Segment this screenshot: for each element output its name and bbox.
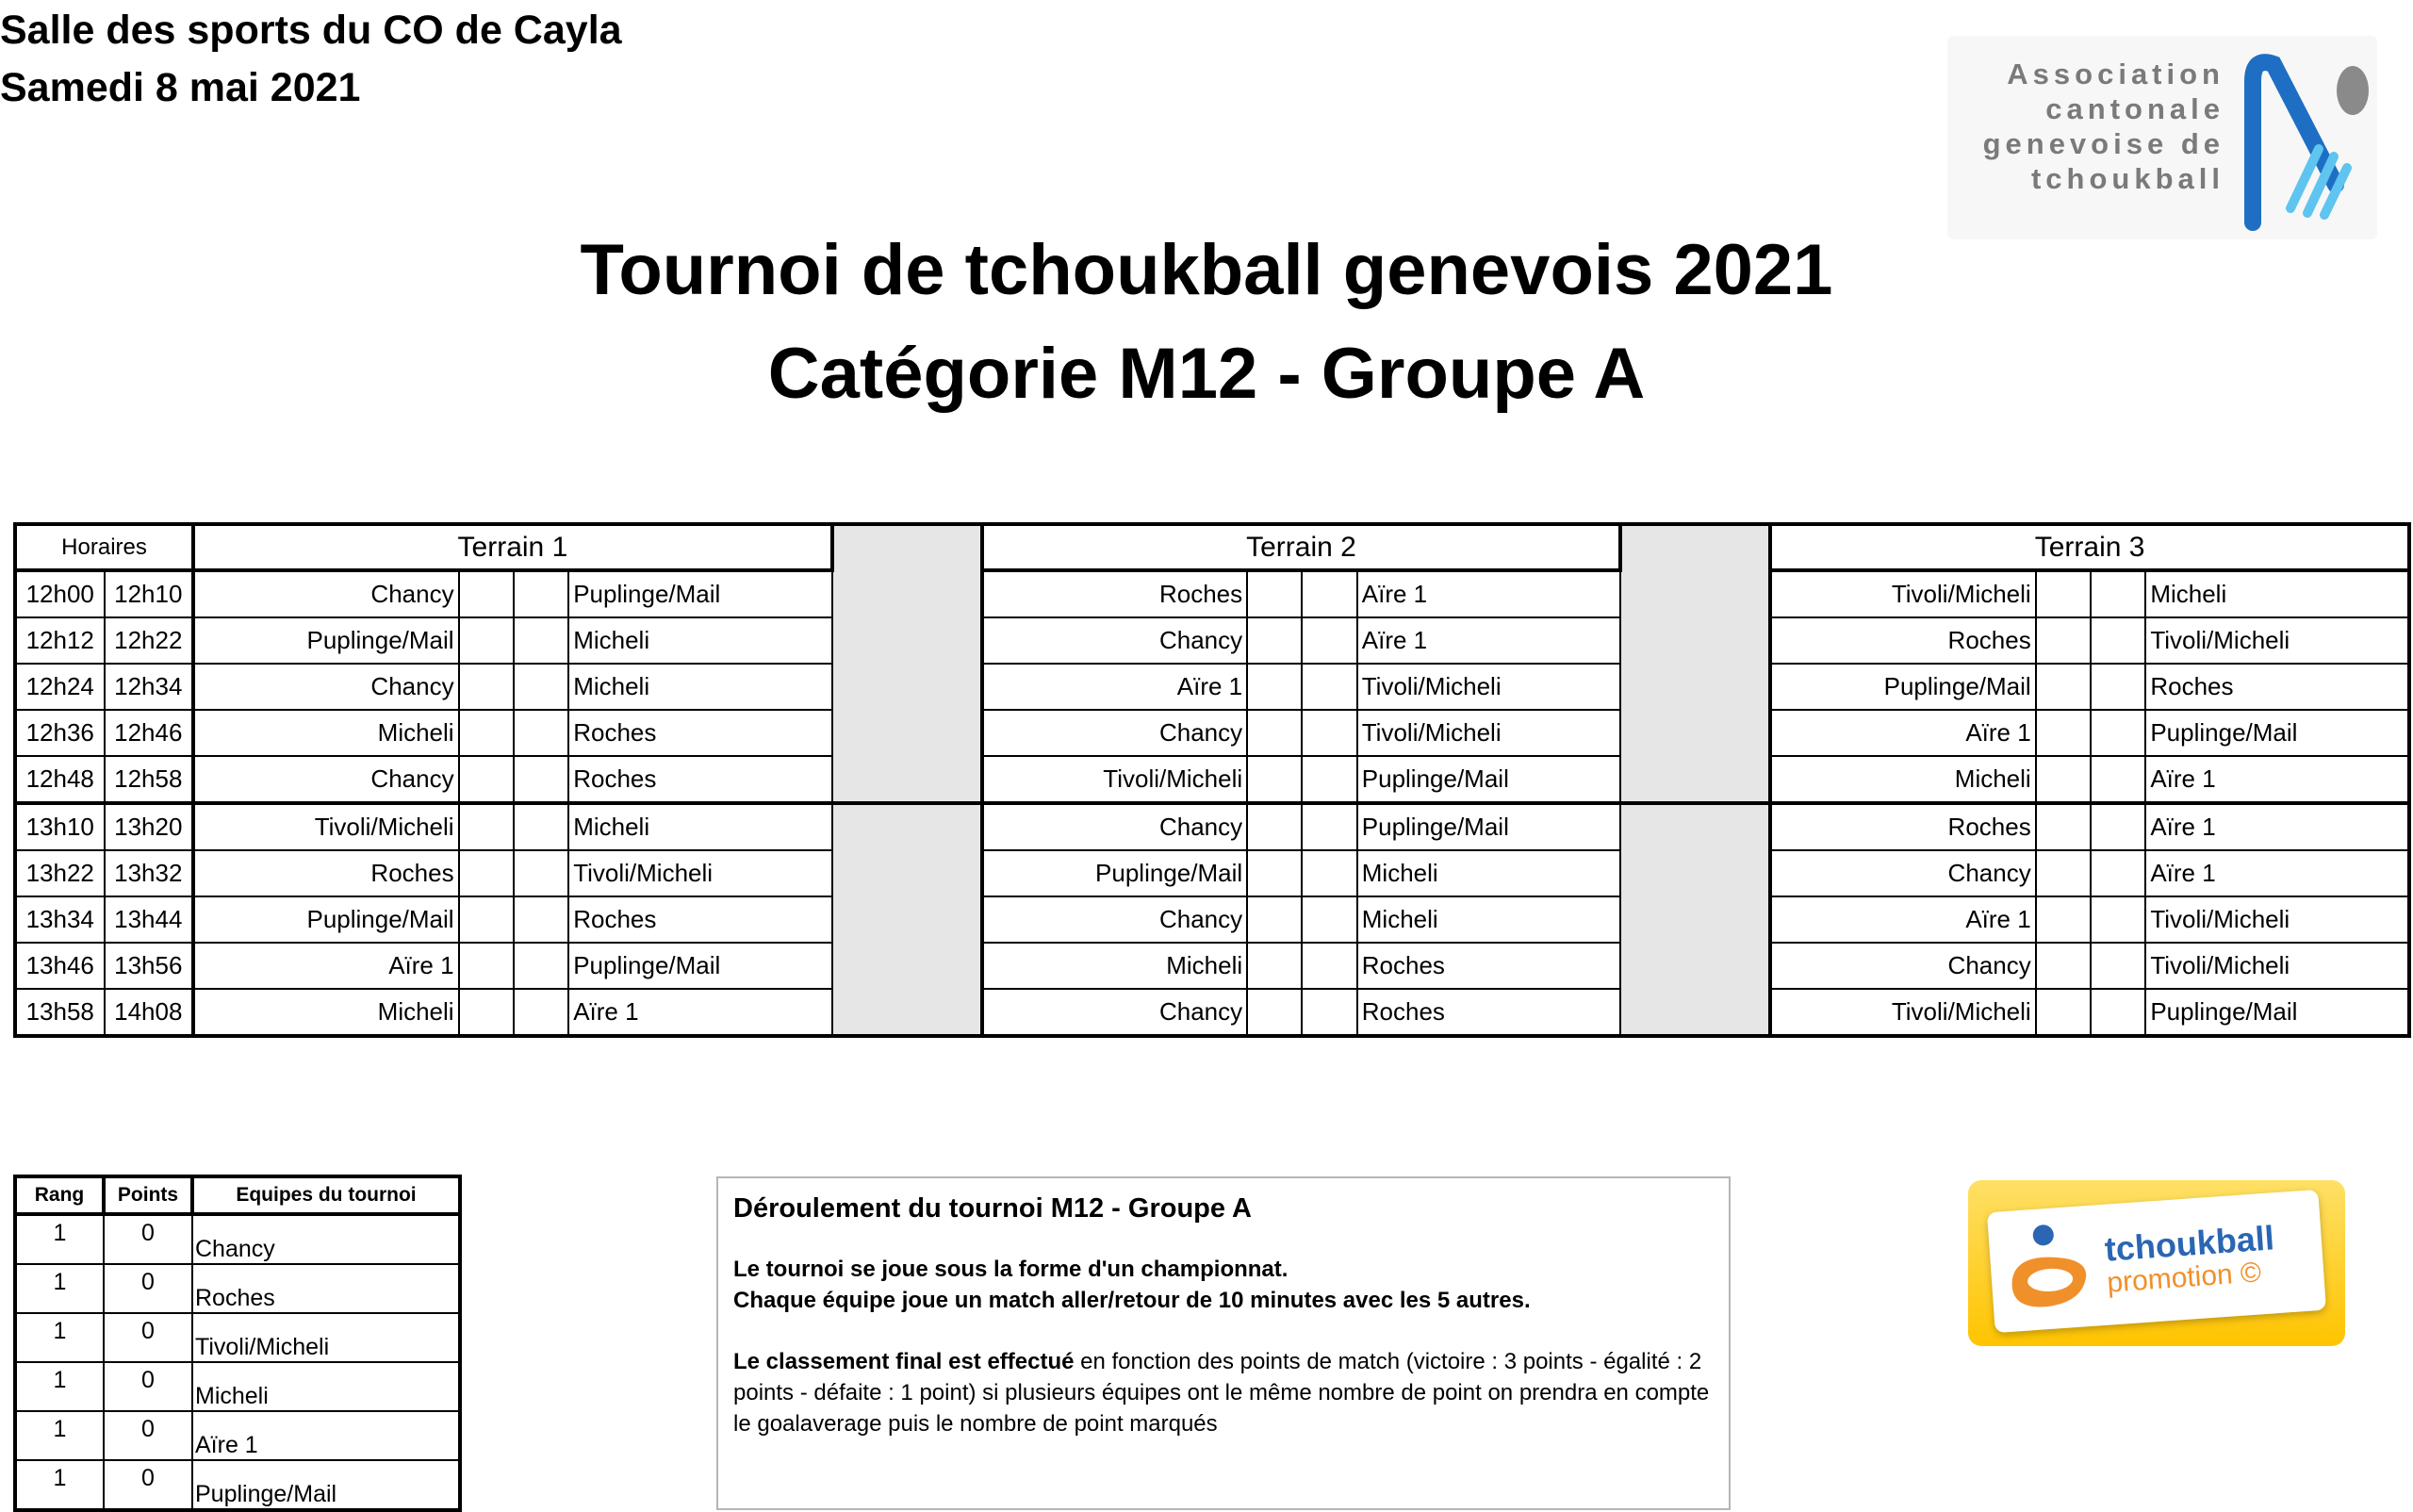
away-team: Roches [1357, 943, 1621, 989]
schedule-header-row [15, 524, 2409, 570]
team-name: Puplinge/Mail [192, 1460, 460, 1510]
schedule-row [15, 989, 2409, 1036]
start-time: 12h24 [15, 664, 105, 710]
home-score [459, 943, 514, 989]
teams-header: Equipes du tournoi [192, 1176, 460, 1214]
home-score [459, 617, 514, 664]
end-time: 12h34 [105, 664, 194, 710]
home-score [1247, 803, 1302, 850]
away-score [1302, 803, 1356, 850]
away-team: Roches [568, 896, 832, 943]
spacer [832, 570, 982, 617]
home-score [1247, 943, 1302, 989]
home-score [1247, 896, 1302, 943]
start-time: 13h46 [15, 943, 105, 989]
tchoukball-promotion-logo [1968, 1180, 2345, 1346]
home-score [2036, 943, 2091, 989]
acgt-logo-icon [2232, 43, 2373, 232]
team-name: Chancy [192, 1214, 460, 1264]
rank-value: 1 [15, 1411, 104, 1460]
spacer [832, 524, 982, 570]
info-line-1: Le tournoi se joue sous la forme d'un championnat. [733, 1257, 1289, 1282]
away-score [514, 710, 568, 756]
rank-value: 1 [15, 1313, 104, 1362]
away-team: Tivoli/Micheli [568, 850, 832, 896]
home-team: Chancy [1770, 850, 2036, 896]
away-team: Roches [2145, 664, 2409, 710]
team-name: Roches [192, 1264, 460, 1313]
info-rules-text: en fonction des points de match (victoire : 3 points - égalité : 2 points - défaite : 1 point) si plusieurs équipes ont le même nombre de point on prendra en compte le goalaverage puis le nombre de point marqués [733, 1349, 1710, 1437]
end-time: 12h10 [105, 570, 194, 617]
rank-value: 1 [15, 1264, 104, 1313]
away-score [1302, 850, 1356, 896]
home-team: Roches [1770, 803, 2036, 850]
home-team: Tivoli/Micheli [982, 756, 1248, 803]
home-team: Chancy [1770, 943, 2036, 989]
home-team: Chancy [193, 570, 459, 617]
home-score [459, 896, 514, 943]
start-time: 12h12 [15, 617, 105, 664]
info-ranking-rules [733, 1346, 1714, 1439]
points-value: 0 [104, 1362, 192, 1411]
spacer [1620, 756, 1770, 803]
away-score [1302, 570, 1356, 617]
home-score [1247, 664, 1302, 710]
info-rules-bold: Le classement final est effectué [733, 1349, 1075, 1374]
rang-header: Rang [15, 1176, 104, 1214]
venue-header [0, 2, 622, 117]
points-value: 0 [104, 1264, 192, 1313]
home-team: Roches [982, 570, 1248, 617]
rank-value: 1 [15, 1460, 104, 1510]
home-score [459, 756, 514, 803]
promo-word-1: tchoukball [2103, 1218, 2276, 1269]
horaires-header: Horaires [15, 524, 193, 570]
end-time: 12h58 [105, 756, 194, 803]
home-score [459, 850, 514, 896]
spacer [832, 803, 982, 850]
away-score [514, 664, 568, 710]
home-team: Chancy [193, 756, 459, 803]
schedule-row [15, 850, 2409, 896]
venue-name: Salle des sports du CO de Cayla [0, 8, 622, 53]
spacer [1620, 664, 1770, 710]
ranking-row [15, 1362, 460, 1411]
home-team: Chancy [982, 617, 1248, 664]
home-score [2036, 989, 2091, 1036]
away-score [514, 850, 568, 896]
promo-word-2: promotion © [2106, 1257, 2263, 1299]
away-team: Aïre 1 [1357, 617, 1621, 664]
start-time: 12h48 [15, 756, 105, 803]
spacer [1620, 989, 1770, 1036]
away-score [514, 989, 568, 1036]
away-score [514, 570, 568, 617]
acgt-logo [1947, 36, 2377, 239]
home-score [459, 803, 514, 850]
home-score [2036, 664, 2091, 710]
schedule-row [15, 756, 2409, 803]
home-team: Roches [193, 850, 459, 896]
away-score [1302, 710, 1356, 756]
acgt-logo-text: Association cantonale genevoise de tchoukball [1982, 58, 2224, 195]
schedule-row [15, 664, 2409, 710]
home-team: Chancy [193, 664, 459, 710]
spacer [1620, 803, 1770, 850]
spacer [832, 664, 982, 710]
away-team: Puplinge/Mail [2145, 710, 2409, 756]
spacer [832, 943, 982, 989]
away-score [2091, 756, 2145, 803]
away-team: Puplinge/Mail [568, 943, 832, 989]
home-score [459, 710, 514, 756]
start-time: 12h00 [15, 570, 105, 617]
home-score [459, 989, 514, 1036]
end-time: 13h32 [105, 850, 194, 896]
away-score [514, 617, 568, 664]
away-team: Micheli [1357, 850, 1621, 896]
ranking-row [15, 1264, 460, 1313]
home-score [2036, 896, 2091, 943]
home-team: Micheli [1770, 756, 2036, 803]
end-time: 12h22 [105, 617, 194, 664]
spacer [832, 756, 982, 803]
spacer [1620, 570, 1770, 617]
home-score [459, 570, 514, 617]
away-score [1302, 989, 1356, 1036]
schedule-row [15, 803, 2409, 850]
spacer [1620, 850, 1770, 896]
away-score [514, 756, 568, 803]
spacer [832, 710, 982, 756]
away-score [1302, 756, 1356, 803]
home-score [2036, 850, 2091, 896]
away-score [2091, 664, 2145, 710]
away-score [2091, 850, 2145, 896]
team-name: Micheli [192, 1362, 460, 1411]
away-team: Aïre 1 [2145, 803, 2409, 850]
ranking-row [15, 1313, 460, 1362]
home-team: Roches [1770, 617, 2036, 664]
points-value: 0 [104, 1411, 192, 1460]
home-score [1247, 710, 1302, 756]
away-score [2091, 943, 2145, 989]
spacer [1620, 896, 1770, 943]
event-date: Samedi 8 mai 2021 [0, 65, 361, 110]
away-score [2091, 710, 2145, 756]
away-team: Tivoli/Micheli [2145, 896, 2409, 943]
home-score [1247, 989, 1302, 1036]
home-score [2036, 617, 2091, 664]
home-score [1247, 850, 1302, 896]
start-time: 12h36 [15, 710, 105, 756]
away-score [2091, 989, 2145, 1036]
points-value: 0 [104, 1214, 192, 1264]
home-team: Aïre 1 [1770, 710, 2036, 756]
away-team: Puplinge/Mail [1357, 756, 1621, 803]
ranking-table [13, 1175, 462, 1512]
away-team: Micheli [1357, 896, 1621, 943]
home-team: Puplinge/Mail [982, 850, 1248, 896]
start-time: 13h34 [15, 896, 105, 943]
spacer [1620, 710, 1770, 756]
away-team: Roches [568, 710, 832, 756]
points-value: 0 [104, 1313, 192, 1362]
end-time: 13h56 [105, 943, 194, 989]
ranking-body [15, 1214, 460, 1510]
away-score [1302, 896, 1356, 943]
schedule-row [15, 943, 2409, 989]
spacer [832, 850, 982, 896]
home-score [1247, 617, 1302, 664]
spacer [832, 896, 982, 943]
away-team: Puplinge/Mail [568, 570, 832, 617]
home-team: Chancy [982, 989, 1248, 1036]
away-team: Micheli [568, 617, 832, 664]
away-score [2091, 617, 2145, 664]
away-score [2091, 570, 2145, 617]
spacer [1620, 524, 1770, 570]
home-team: Tivoli/Micheli [1770, 570, 2036, 617]
rank-value: 1 [15, 1214, 104, 1264]
away-team: Tivoli/Micheli [2145, 943, 2409, 989]
home-score [2036, 710, 2091, 756]
start-time: 13h58 [15, 989, 105, 1036]
schedule-row [15, 570, 2409, 617]
home-team: Aïre 1 [982, 664, 1248, 710]
home-team: Micheli [193, 710, 459, 756]
away-team: Puplinge/Mail [1357, 803, 1621, 850]
away-score [2091, 803, 2145, 850]
away-team: Tivoli/Micheli [1357, 664, 1621, 710]
ranking-header-row [15, 1176, 460, 1214]
away-team: Micheli [568, 803, 832, 850]
schedule-body [15, 570, 2409, 1036]
schedule-row [15, 896, 2409, 943]
away-score [514, 803, 568, 850]
ranking-row [15, 1411, 460, 1460]
home-team: Chancy [982, 710, 1248, 756]
start-time: 13h10 [15, 803, 105, 850]
away-score [1302, 943, 1356, 989]
team-name: Aïre 1 [192, 1411, 460, 1460]
away-team: Tivoli/Micheli [1357, 710, 1621, 756]
info-heading: Déroulement du tournoi M12 - Groupe A [733, 1193, 1252, 1224]
away-team: Aïre 1 [568, 989, 832, 1036]
home-score [1247, 756, 1302, 803]
end-time: 13h44 [105, 896, 194, 943]
terrain-3-header: Terrain 3 [1770, 524, 2409, 570]
ranking-row [15, 1460, 460, 1510]
away-score [1302, 617, 1356, 664]
tournament-info-box [716, 1176, 1731, 1510]
home-team: Micheli [193, 989, 459, 1036]
ranking-row [15, 1214, 460, 1264]
spacer [832, 989, 982, 1036]
schedule-table [13, 522, 2411, 1038]
schedule-row [15, 617, 2409, 664]
away-team: Micheli [568, 664, 832, 710]
home-team: Puplinge/Mail [193, 617, 459, 664]
home-score [1247, 570, 1302, 617]
home-team: Tivoli/Micheli [1770, 989, 2036, 1036]
schedule-row [15, 710, 2409, 756]
home-team: Chancy [982, 803, 1248, 850]
points-header: Points [104, 1176, 192, 1214]
end-time: 13h20 [105, 803, 194, 850]
spacer [832, 617, 982, 664]
home-team: Aïre 1 [1770, 896, 2036, 943]
home-team: Tivoli/Micheli [193, 803, 459, 850]
end-time: 12h46 [105, 710, 194, 756]
away-team: Aïre 1 [1357, 570, 1621, 617]
away-team: Puplinge/Mail [2145, 989, 2409, 1036]
home-team: Aïre 1 [193, 943, 459, 989]
away-score [514, 896, 568, 943]
home-team: Chancy [982, 896, 1248, 943]
end-time: 14h08 [105, 989, 194, 1036]
home-team: Micheli [982, 943, 1248, 989]
promo-card [1987, 1190, 2326, 1333]
away-team: Micheli [2145, 570, 2409, 617]
rank-value: 1 [15, 1362, 104, 1411]
team-name: Tivoli/Micheli [192, 1313, 460, 1362]
spacer [1620, 943, 1770, 989]
tchoukball-promotion-icon [1995, 1218, 2106, 1319]
away-team: Aïre 1 [2145, 756, 2409, 803]
home-score [459, 664, 514, 710]
away-team: Roches [568, 756, 832, 803]
terrain-2-header: Terrain 2 [982, 524, 1621, 570]
away-score [2091, 896, 2145, 943]
away-score [514, 943, 568, 989]
start-time: 13h22 [15, 850, 105, 896]
home-score [2036, 570, 2091, 617]
page-title: Tournoi de tchoukball genevois 2021 [580, 230, 1833, 310]
terrain-1-header: Terrain 1 [193, 524, 832, 570]
away-team: Roches [1357, 989, 1621, 1036]
home-score [2036, 803, 2091, 850]
points-value: 0 [104, 1460, 192, 1510]
away-team: Aïre 1 [2145, 850, 2409, 896]
info-line-2: Chaque équipe joue un match aller/retour de 10 minutes avec les 5 autres. [733, 1288, 1531, 1313]
page-subtitle: Catégorie M12 - Groupe A [767, 334, 1646, 414]
home-team: Puplinge/Mail [193, 896, 459, 943]
spacer [1620, 617, 1770, 664]
away-team: Tivoli/Micheli [2145, 617, 2409, 664]
home-team: Puplinge/Mail [1770, 664, 2036, 710]
away-score [1302, 664, 1356, 710]
home-score [2036, 756, 2091, 803]
